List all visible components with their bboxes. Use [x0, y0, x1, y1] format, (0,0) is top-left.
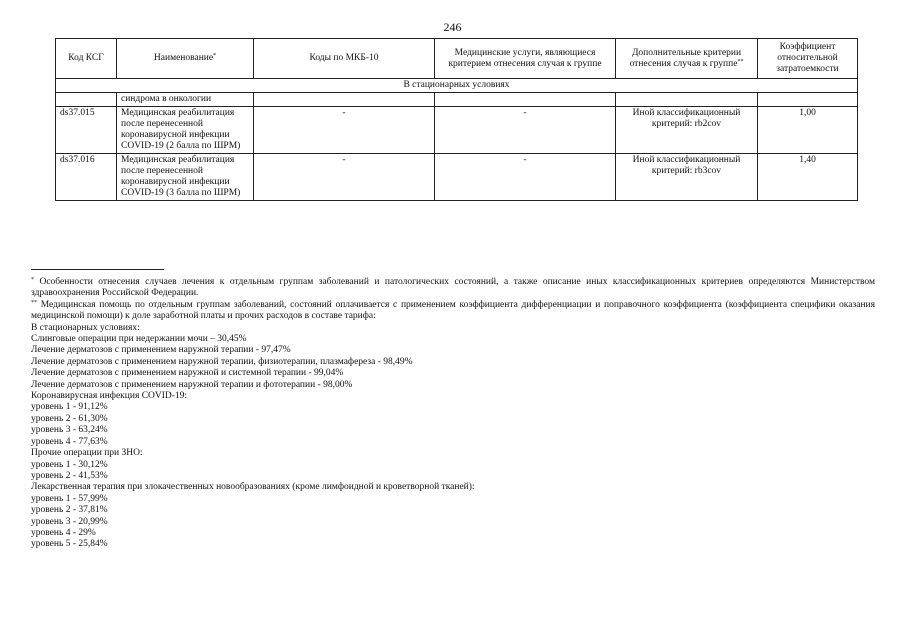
footnote-line: уровень 3 - 20,99%	[31, 516, 108, 527]
footnote-2-mark: **	[31, 299, 37, 306]
footnote-line: В стационарных условиях:	[31, 322, 140, 333]
cell-coef: 1,40	[758, 154, 858, 201]
footnote-line: уровень 4 - 77,63%	[31, 436, 108, 447]
table-row	[56, 154, 858, 201]
footnote-2	[31, 300, 875, 323]
footnote-line: Лечение дерматозов с применением наружной терапии, физиотерапии, плазмафереза - 98,49%	[31, 356, 413, 367]
footnote-line: уровень 2 - 41,53%	[31, 470, 108, 481]
footnote-line: уровень 3 - 63,24%	[31, 425, 108, 436]
footnote-line: Коронавирусная инфекция COVID-19:	[31, 391, 188, 402]
cell-criteria: Иной классификационный критерий: rb3cov	[616, 154, 758, 201]
cell-services: -	[435, 154, 616, 201]
cell-criteria	[616, 93, 758, 107]
footnote-line: уровень 1 - 57,99%	[31, 493, 108, 504]
table-header-row	[56, 39, 858, 79]
footnote-line: Слинговые операции при недержании мочи – 30,45%	[31, 334, 247, 345]
footnote-line: Лечение дерматозов с применением наружной и системной терапии - 99,04%	[31, 368, 344, 379]
header-name	[117, 39, 254, 79]
header-criteria-label: Дополнительные критерии отнесения случая к группе	[629, 47, 742, 69]
footnote-line: Лекарственная терапия при злокачественных новообразованиях (кроме лимфоидной и кроветворной тканей):	[31, 482, 475, 493]
header-coef: Коэффициент относительной затратоемкости	[758, 39, 858, 79]
cell-mkb: -	[254, 154, 435, 201]
table-row	[56, 107, 858, 154]
section-row	[56, 79, 858, 93]
cell-mkb	[254, 93, 435, 107]
ksg-table	[55, 38, 858, 201]
footnote-line: уровень 4 - 29%	[31, 527, 96, 538]
cell-code: ds37.015	[56, 107, 117, 154]
footnote-line: Прочие операции при ЗНО:	[31, 448, 143, 459]
cell-criteria: Иной классификационный критерий: rb2cov	[616, 107, 758, 154]
header-criteria	[616, 39, 758, 79]
cell-code: ds37.016	[56, 154, 117, 201]
footnote-line: уровень 2 - 61,30%	[31, 413, 108, 424]
footnotes	[31, 277, 875, 551]
cell-services: -	[435, 107, 616, 154]
footnote-1	[31, 277, 875, 300]
header-name-footnote-mark: *	[213, 53, 217, 59]
footnote-divider	[31, 269, 164, 270]
header-mkb: Коды по МКБ-10	[254, 39, 435, 79]
footnote-line: уровень 1 - 91,12%	[31, 402, 108, 413]
header-services: Медицинские услуги, являющиеся критерием отнесения случая к группе	[435, 39, 616, 79]
cell-coef	[758, 93, 858, 107]
header-name-label: Наименование	[153, 53, 214, 63]
footnote-line: Лечение дерматозов с применением наружной терапии и фототерапии - 98,00%	[31, 379, 353, 390]
header-code: Код КСГ	[56, 39, 117, 79]
footnote-line: Лечение дерматозов с применением наружной терапии - 97,47%	[31, 345, 291, 356]
section-title: В стационарных условиях	[56, 79, 858, 93]
cell-mkb: -	[254, 107, 435, 154]
header-criteria-footnote-mark: **	[737, 58, 744, 65]
cell-name: Медицинская реабилитация после перенесенной коронавирусной инфекции COVID-19 (3 балла по ШРМ)	[117, 154, 254, 201]
cell-coef: 1,00	[758, 107, 858, 154]
cell-services	[435, 93, 616, 107]
footnote-line: уровень 1 - 30,12%	[31, 459, 108, 470]
footnote-1-text: Особенности отнесения случаев лечения к отдельным группам заболеваний и патологических состояний, а также описание иных классификационных критериев определяются Министерством здравоохранения Российской Федерации.	[31, 277, 875, 299]
footnote-2-text: Медицинская помощь по отдельным группам заболеваний, состояний оплачивается с применением коэффициента дифференциации и поправочного коэффициента (коэффициента специфики оказания медицинской помощи) к доле заработной платы и прочих расходов в составе тарифа:	[31, 299, 876, 322]
footnote-1-mark: *	[31, 277, 34, 283]
cell-code	[56, 93, 117, 107]
page-number: 246	[443, 20, 462, 34]
footnote-line: уровень 5 - 25,84%	[31, 539, 108, 550]
footnote-line: уровень 2 - 37,81%	[31, 505, 108, 516]
cell-name: Медицинская реабилитация после перенесенной коронавирусной инфекции COVID-19 (2 балла по ШРМ)	[117, 107, 254, 154]
cell-name: синдрома в онкологии	[117, 93, 254, 107]
continuation-row	[56, 93, 858, 107]
